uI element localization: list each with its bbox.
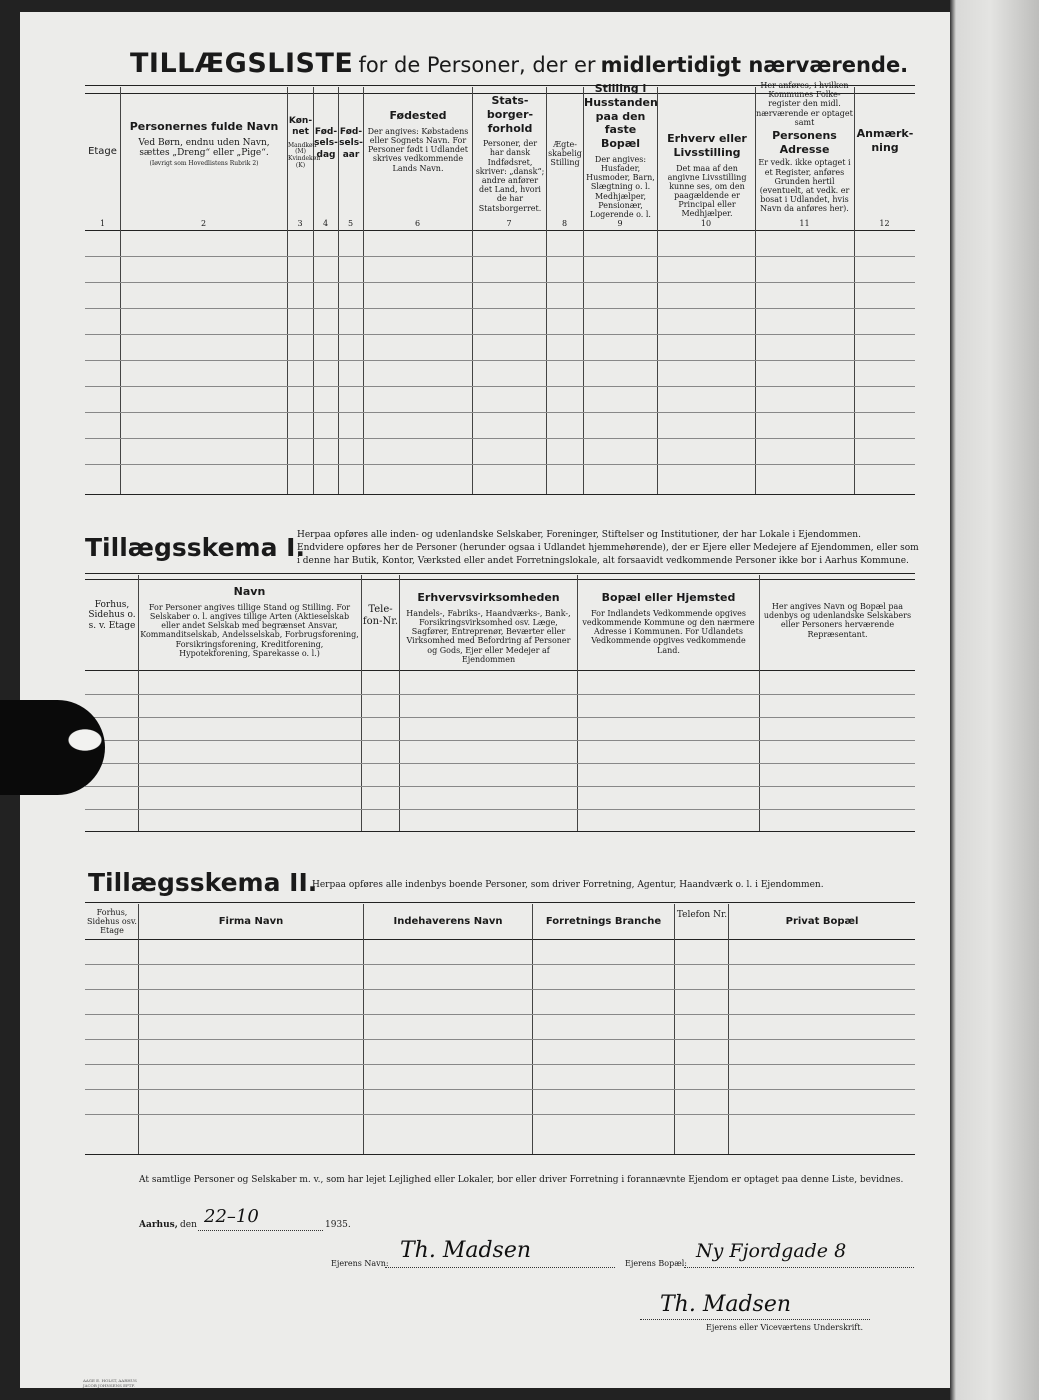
s1-header-title: Navn bbox=[233, 585, 266, 598]
t1-header-body: Personer, der har dansk Indfødsret, skriver: „dansk“; andre anfører det Land, hvori de har Statsborgerret. bbox=[475, 139, 545, 213]
skema1-row-rule bbox=[85, 694, 915, 695]
signature-label: Ejerens eller Viceværtens Underskrift. bbox=[706, 1323, 864, 1332]
t1-header-title: Erhverv eller Livsstilling bbox=[667, 132, 747, 159]
s1-header-business bbox=[402, 591, 575, 664]
finger-shadow bbox=[0, 700, 105, 795]
col-number: 8 bbox=[561, 219, 568, 228]
t1-col-divider bbox=[472, 87, 473, 494]
s2-col-divider bbox=[728, 904, 729, 1154]
t1-header-title: Stilling i Husstanden paa den faste Bopæl bbox=[584, 82, 658, 150]
s1-col-divider bbox=[577, 575, 578, 831]
s2-col-divider bbox=[532, 904, 533, 1154]
skema1-desc-line: Endvidere opføres her de Personer (herunder ogsaa i Udlandet hjemmehørende), der er Ejere eller Medejere af Ejendommen, eller som bbox=[297, 543, 919, 553]
title-rest-a: for de Personer, der er bbox=[358, 53, 596, 77]
skema2-title: Tillægsskema II. bbox=[88, 868, 318, 897]
skema1-bottom bbox=[85, 831, 915, 832]
t1-header-title: Køn-net bbox=[288, 116, 313, 138]
owner-address-handwritten: Ny Fjordgade 8 bbox=[696, 1240, 847, 1262]
table1-row-rule bbox=[85, 334, 915, 335]
s2-header-address: Privat Bopæl bbox=[785, 916, 859, 927]
s1-header-body: For Indlandets Vedkommende opgives vedkommende Kommune og den nærmere Adresse i Kommunen. For Udlandets Vedkommende opgives vedkommende Land. bbox=[582, 608, 755, 655]
s1-header-name bbox=[140, 585, 359, 658]
signature-handwritten: Th. Madsen bbox=[660, 1292, 792, 1317]
table1-row-rule bbox=[85, 256, 915, 257]
s2-header-firm: Firma Navn bbox=[218, 916, 284, 927]
page-title bbox=[130, 48, 908, 79]
skema1-title: Tillægsskema I. bbox=[85, 533, 305, 562]
col-number: 2 bbox=[200, 219, 207, 228]
title-rest-b: midlertidigt nærværende. bbox=[600, 53, 909, 77]
s1-header-body: Handels-, Fabriks-, Haandværks-, Bank-, Forsikringsvirksomhed osv. Læge, Sagfører, Entreprenør, Beværter eller Virksomhed med Befordring af Personer og Gods, Ejer eller Medejer af Ejendommen bbox=[406, 608, 571, 664]
skema1-top-rule bbox=[85, 573, 915, 574]
table1-row-rule bbox=[85, 360, 915, 361]
t1-header-name bbox=[124, 120, 284, 168]
s2-col-divider bbox=[138, 904, 139, 1154]
t1-header-body: Der angives: Husfader, Husmoder, Barn, Slægtning o. l. Medhjælper, Pensionær, Logerende o. l. bbox=[586, 154, 655, 219]
owner-name-line bbox=[385, 1267, 615, 1268]
skema2-bottom bbox=[85, 1154, 915, 1155]
s1-header-title: Erhvervsvirksomheden bbox=[417, 591, 560, 604]
t1-col-divider bbox=[657, 87, 658, 494]
col-number: 12 bbox=[879, 219, 890, 228]
s2-col-divider bbox=[674, 904, 675, 1154]
t1-header-body: Ægte-skabelig Stilling bbox=[548, 140, 582, 168]
skema2-row-rule bbox=[85, 989, 915, 990]
skema1-row-rule bbox=[85, 763, 915, 764]
col-number: 1 bbox=[99, 219, 106, 228]
t1-header-body: Det maa af den angivne Livsstilling kunne ses, om den paagældende er Principal eller Medhjælper. bbox=[667, 163, 747, 219]
s1-col-divider bbox=[138, 575, 139, 831]
skema2-row-rule bbox=[85, 1014, 915, 1015]
book-spine bbox=[950, 0, 1039, 1400]
t1-header-pre: Her anføres, i hvilken Kommunes Folke-register den midl. nærværende er optaget samt bbox=[756, 81, 853, 127]
skema1-header-bottom bbox=[85, 670, 915, 671]
printer-mark: AAGE E. HOLST, AARHUS JACOB JOHNSENS EFTF. bbox=[83, 1378, 137, 1388]
t1-header-title: Personens Adresse bbox=[772, 128, 837, 156]
owner-name-label: Ejerens Navn: bbox=[331, 1259, 389, 1268]
footer-den: den bbox=[180, 1220, 197, 1230]
s2-header-etage: Forhus, Sidehus osv. Etage bbox=[87, 908, 137, 936]
title-main: TILLÆGSLISTE bbox=[130, 48, 354, 79]
t1-col-divider bbox=[120, 87, 121, 494]
s1-header-residence bbox=[580, 591, 757, 655]
s1-header-title: Bopæl eller Hjemsted bbox=[601, 591, 736, 604]
date-line bbox=[198, 1230, 323, 1231]
table1-row-rule bbox=[85, 282, 915, 283]
footer-year: 1935. bbox=[325, 1220, 351, 1230]
table1-row-rule bbox=[85, 412, 915, 413]
t1-header-birthplace bbox=[367, 109, 469, 173]
skema2-top-rule bbox=[85, 902, 915, 903]
skema1-row-rule bbox=[85, 809, 915, 810]
t1-header-title: Anmærk-ning bbox=[856, 127, 914, 154]
t1-header-title: Fødested bbox=[389, 109, 447, 122]
skema1-desc-line: i denne har Butik, Kontor, Værksted eller andet Forretningslokale, alt forsaavidt vedkommende Personer ikke bor i Aarhus Kommune. bbox=[297, 556, 909, 566]
t1-header-title: Fød-sels-dag bbox=[314, 127, 338, 160]
s1-header-representative bbox=[762, 602, 913, 639]
t1-header-occupation bbox=[660, 132, 754, 219]
table1-bottom bbox=[85, 494, 915, 495]
footer-statement: At samtlige Personer og Selskaber m. v., som har lejet Lejlighed eller Lokaler, bor eller driver Forretning i forannævnte Ejendom er optaget paa denne Liste, bevidnes. bbox=[139, 1175, 904, 1185]
skema1-row-rule bbox=[85, 717, 915, 718]
t1-header-etage bbox=[85, 146, 120, 163]
s1-header-body: For Personer angives tillige Stand og Stilling. For Selskaber o. l. angives tillige Arten (Aktieselskab eller andet Selskab med begrænset Ansvar, Kommanditselskab, Andelsselskab, Forbrugsforening, Forsikringsforening, Kreditforening, Hypotekforening, Sparekasse o. l.) bbox=[140, 602, 359, 658]
t1-header-body: Ved Børn, endnu uden Navn, sættes „Dreng“ eller „Pige“. bbox=[138, 137, 270, 159]
col-number: 10 bbox=[700, 219, 712, 228]
table1-row-rule bbox=[85, 438, 915, 439]
t1-header-citizenship bbox=[475, 94, 545, 213]
t1-header-sex bbox=[288, 116, 321, 170]
s1-header-etage bbox=[86, 600, 138, 631]
skema2-row-rule bbox=[85, 1064, 915, 1065]
table1-row-rule bbox=[85, 386, 915, 387]
col-number: 5 bbox=[347, 219, 354, 228]
skema2-header-bottom bbox=[85, 939, 915, 940]
s1-header-body: Tele-fon-Nr. bbox=[362, 604, 399, 627]
t1-header-remark bbox=[855, 127, 915, 159]
t1-header-household bbox=[584, 82, 657, 219]
t1-header-birthyear bbox=[339, 127, 363, 165]
skema2-row-rule bbox=[85, 1089, 915, 1090]
t1-header-body: Mandkøn (M) Kvindekøn (K) bbox=[288, 141, 321, 170]
s1-col-divider bbox=[759, 575, 760, 831]
s1-header-body: Her angives Navn og Bopæl paa udenbys og udenlandske Selskabers eller Personers herværende Repræsentant. bbox=[763, 602, 912, 639]
owner-address-line bbox=[684, 1267, 914, 1268]
skema2-row-rule bbox=[85, 1039, 915, 1040]
footer-place: Aarhus, bbox=[139, 1220, 178, 1230]
skema1-row-rule bbox=[85, 786, 915, 787]
col-number: 4 bbox=[322, 219, 329, 228]
s1-header-phone bbox=[362, 604, 399, 627]
skema2-row-rule bbox=[85, 964, 915, 965]
s2-header-owner: Indehaverens Navn bbox=[393, 916, 503, 927]
form-page bbox=[20, 12, 950, 1388]
skema1-desc-line: Herpaa opføres alle inden- og udenlandske Selskaber, Foreninger, Stiftelser og Institutioner, der har Lokale i Ejendommen. bbox=[297, 530, 861, 540]
t1-header-address bbox=[756, 81, 853, 214]
t1-header-title: Etage bbox=[88, 146, 117, 157]
col-number: 11 bbox=[799, 219, 810, 228]
skema2-desc: Herpaa opføres alle indenbys boende Personer, som driver Forretning, Agentur, Haandværk o. l. i Ejendommen. bbox=[312, 880, 824, 890]
skema1-row-rule bbox=[85, 740, 915, 741]
owner-name-handwritten: Th. Madsen bbox=[400, 1238, 532, 1263]
date-handwritten: 22–10 bbox=[204, 1206, 259, 1227]
t1-header-title: Stats-borger-forhold bbox=[486, 94, 534, 135]
table1-row-rule bbox=[85, 464, 915, 465]
table1-row-rule bbox=[85, 308, 915, 309]
t1-col-divider bbox=[363, 87, 364, 494]
s2-header-phone: Telefon Nr. bbox=[676, 910, 728, 920]
table1-header-bottom bbox=[85, 230, 915, 231]
s1-header-body: Forhus, Sidehus o. s. v. Etage bbox=[88, 600, 136, 631]
col-number: 3 bbox=[297, 219, 303, 228]
skema2-row-rule bbox=[85, 1114, 915, 1115]
t1-header-title: Fød-sels-aar bbox=[339, 127, 363, 160]
owner-address-label: Ejerens Bopæl: bbox=[625, 1259, 688, 1268]
t1-header-marital bbox=[547, 140, 583, 168]
signature-line bbox=[640, 1319, 870, 1320]
t1-header-body: Er vedk. ikke optaget i et Register, anføres Grunden hertil (eventuelt, at vedk. er bosat i Udlandet, hvis Navn da anføres her). bbox=[758, 158, 851, 214]
col-number: 7 bbox=[506, 219, 512, 228]
col-number: 9 bbox=[617, 219, 623, 228]
s2-header-branch: Forretnings Branche bbox=[545, 916, 662, 927]
skema1-top-rule-2 bbox=[85, 579, 915, 580]
col-number: 6 bbox=[414, 219, 421, 228]
t1-header-birthday bbox=[314, 127, 338, 165]
t1-header-note: (Iøvrigt som Hovedlistens Rubrik 2) bbox=[149, 160, 259, 168]
s2-col-divider bbox=[363, 904, 364, 1154]
s1-col-divider bbox=[399, 575, 400, 831]
t1-header-body: Der angives: Købstadens eller Sognets Navn. For Personer født i Udlandet skrives vedkommende Lands Navn. bbox=[367, 126, 469, 173]
t1-header-title: Personernes fulde Navn bbox=[129, 120, 279, 133]
